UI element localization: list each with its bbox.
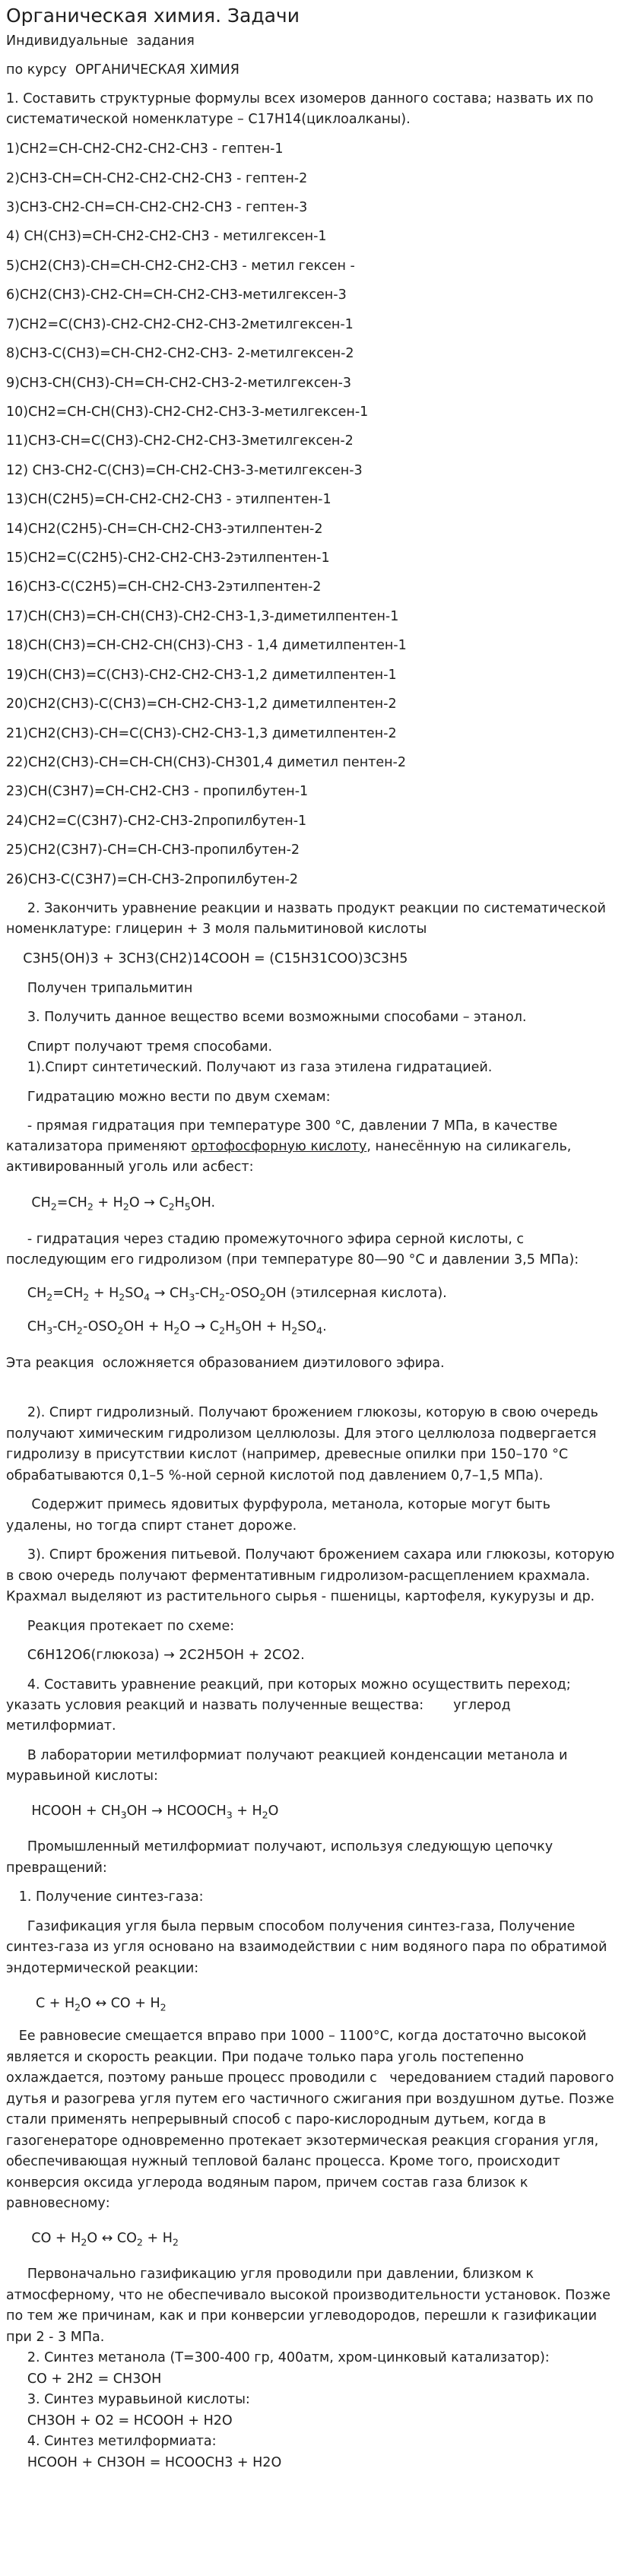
text-line: 5)CH2(CH3)-CH=CH-CH2-CH2-CH3 - метил гексен -: [6, 259, 355, 274]
formula-line: $C + H_2O$ ↔ CO + $H_2$: [6, 1996, 167, 2013]
text-line: 10)CH2=CH-CH(CH3)-CH2-CH2-CH3-3-метилгексен-1: [6, 404, 369, 420]
text-line: 4. Составить уравнение реакций, при которых можно осуществить переход;: [6, 1677, 571, 1692]
text-line: 13)CH(C2H5)=CH-CH2-CH2-CH3 - этилпентен-1: [6, 492, 332, 507]
text-span: катализатора применяют: [6, 1139, 192, 1154]
text-line: Индивидуальные задания: [6, 33, 195, 49]
text-line: Спирт получают тремя способами.: [6, 1039, 273, 1055]
text-line: C6H12O6(глюкоза) → 2C2H5OH + 2CO2.: [6, 1648, 305, 1663]
text-line: CH3OH + O2 = HCOOH + H2O: [6, 2413, 233, 2428]
formula-line: CO + $H_2O$ ↔ $CO_2 + H_2$: [6, 2231, 179, 2248]
text-line: 1)CH2=CH-CH2-CH2-CH2-CH3 - гептен-1: [6, 141, 284, 157]
text-line: 3). Спирт брожения питьевой. Получают брожением сахара или глюкозы, которую: [6, 1547, 615, 1562]
text-line: конверсия оксида углерода водяным паром, причем состав газа близок к: [6, 2175, 528, 2191]
text-line: 3)CH3-CH2-CH=CH-CH2-CH2-CH3 - гептен-3: [6, 200, 308, 215]
text-line: газогенераторе одновременно протекает экзотермическая реакция сгорания угля,: [6, 2133, 599, 2149]
text-line: эндотермической реакции:: [6, 1961, 199, 1976]
text-line: 23)CH(C3H7)=CH-CH2-CH3 - пропилбутен-1: [6, 784, 309, 799]
text-line: муравьиной кислоты:: [6, 1769, 158, 1784]
text-line: - прямая гидратация при температуре 300 °C, давлении 7 МПа, в качестве: [6, 1118, 558, 1134]
text-line: в свою очередь получают ферментативным гидролизом-расщеплением крахмала.: [6, 1569, 590, 1584]
text-line: 11)CH3-CH=C(CH3)-CH2-CH2-CH3-3метилгексен-2: [6, 433, 354, 449]
text-line: синтез-газа из угля основано на взаимодействии с ним водяного пара по обратимой: [6, 1940, 608, 1955]
text-line: 20)CH2(CH3)-C(CH3)=CH-CH2-CH3-1,2 диметилпентен-2: [6, 696, 397, 712]
text-line: 4. Синтез метилформиата:: [6, 2434, 217, 2449]
formula-line: $CH_3-CH_2-OSO_2OH + H_2O \to C_2H_5OH + H_2SO_4$.: [6, 1319, 327, 1337]
text-line: обеспечивающая нужный тепловой баланс процесса. Кроме того, происходит: [6, 2154, 560, 2169]
page-title: Органическая химия. Задачи: [6, 5, 300, 27]
text-line: 25)CH2(C3H7)-CH=CH-CH3-пропилбутен-2: [6, 842, 300, 858]
text-line: 17)CH(CH3)=CH-CH(CH3)-CH2-CH3-1,3-диметилпентен-1: [6, 609, 399, 624]
text-line: 18)CH(CH3)=CH-CH2-CH(CH3)-CH3 - 1,4 диметилпентен-1: [6, 638, 407, 653]
text-line: [6, 1138, 571, 1155]
text-line: Содержит примесь ядовитых фурфурола, метанола, которые могут быть: [6, 1497, 550, 1512]
text-line: В лаборатории метилформиат получают реакцией конденсации метанола и: [6, 1748, 568, 1763]
text-line: 2)CH3-CH=CH-CH2-CH2-CH2-CH3 - гептен-2: [6, 171, 308, 186]
text-line: указать условия реакций и назвать полученные вещества: углерод: [6, 1698, 511, 1713]
text-line: 3. Синтез муравьиной кислоты:: [6, 2392, 250, 2407]
text-line: Первоначально газификацию угля проводили при давлении, близком к: [6, 2267, 534, 2282]
text-line: 1. Составить структурные формулы всех изомеров данного состава; назвать их по: [6, 91, 594, 106]
text-line: удалены, но тогда спирт станет дороже.: [6, 1518, 297, 1534]
text-line: активированный уголь или асбест:: [6, 1160, 254, 1175]
text-line: 7)CH2=C(CH3)-CH2-CH2-CH2-CH3-2метилгексен-1: [6, 317, 354, 332]
text-line: Промышленный метилформиат получают, используя следующую цепочку: [6, 1839, 554, 1854]
text-line: C3H5(OH)3 + 3CH3(CH2)14COOH = (C15H31COO)3C3H5: [6, 951, 408, 966]
text-line: гидролизу в присутствии кислот (например, древесные опилки при 150–170 °С: [6, 1447, 569, 1462]
text-line: 6)CH2(CH3)-CH2-CH=CH-CH2-CH3-метилгексен-3: [6, 287, 347, 303]
text-line: 1).Спирт синтетический. Получают из газа этилена гидратацией.: [6, 1060, 493, 1075]
text-line: обрабатываются 0,1–5 %-ной серной кислотой под давлением 0,7–1,5 МПа).: [6, 1468, 544, 1483]
text-line: Гидратацию можно вести по двум схемам:: [6, 1090, 331, 1105]
text-line: 24)CH2=C(C3H7)-CH2-CH3-2пропилбутен-1: [6, 814, 307, 829]
text-span: , нанесённую на силикагель,: [366, 1139, 572, 1154]
text-line: 1. Получение синтез-газа:: [6, 1889, 204, 1905]
text-line: метилформиат.: [6, 1718, 116, 1734]
text-line: Получен трипальмитин: [6, 981, 193, 996]
text-line: 2). Спирт гидролизный. Получают брожением глюкозы, которую в свою очередь: [6, 1405, 598, 1420]
text-line: номенклатуре: глицерин + 3 моля пальмитиновой кислоты: [6, 922, 427, 937]
text-line: Ее равновесие смещается вправо при 1000 – 1100°С, когда достаточно высокой: [6, 2029, 587, 2044]
text-line: 22)CH2(CH3)-CH=CH-CH(CH3)-CH301,4 диметил пентен-2: [6, 755, 406, 770]
formula-line: $CH_2=CH_2 + H_2O \to C_2H_5OH$.: [6, 1195, 216, 1213]
formula-line: $CH_2=CH_2 + H_2SO_4 \to CH_3-CH_2-OSO_2OH$ (этилсерная кислота).: [6, 1286, 447, 1303]
text-line: при 2 - 3 МПа.: [6, 2330, 105, 2345]
text-line: 12) CH3-CH2-C(CH3)=CH-CH2-CH3-3-метилгексен-3: [6, 463, 363, 478]
text-line: 2. Закончить уравнение реакции и назвать продукт реакции по систематической: [6, 901, 606, 916]
text-line: 3. Получить данное вещество всеми возможными способами – этанол.: [6, 1010, 527, 1025]
text-line: Газификация угля была первым способом получения синтез-газа, Получение: [6, 1919, 576, 1934]
text-line: 2. Синтез метанола (T=300-400 гр, 400атм, хром-цинковый катализатор):: [6, 2350, 550, 2365]
text-line: Реакция протекает по схеме:: [6, 1619, 235, 1634]
hyperlink[interactable]: ортофосфорную кислоту: [191, 1139, 367, 1154]
text-line: стали применять непрерывный способ с паро-кислородным дутьем, когда в: [6, 2112, 547, 2127]
text-line: 26)CH3-C(C3H7)=CH-CH3-2пропилбутен-2: [6, 872, 299, 887]
text-line: превращений:: [6, 1861, 107, 1876]
text-line: HCOOH + CH3OH = HCOOCH3 + H2O: [6, 2455, 282, 2470]
text-line: Крахмал выделяют из растительного сырья - пшеницы, картофеля, кукурузы и др.: [6, 1589, 595, 1604]
text-line: атмосферному, что не обеспечивало высокой производительности установок. Позже: [6, 2288, 611, 2303]
text-line: 8)CH3-C(CH3)=CH-CH2-CH2-CH3- 2-метилгексен-2: [6, 346, 354, 361]
text-line: CO + 2H2 = CH3OH: [6, 2371, 162, 2387]
text-line: 4) CH(CH3)=CH-CH2-CH2-CH3 - метилгексен-1: [6, 229, 327, 244]
text-line: Эта реакция осложняется образованием диэтилового эфира.: [6, 1356, 445, 1371]
text-line: по курсу ОРГАНИЧЕСКАЯ ХИМИЯ: [6, 62, 240, 78]
text-line: последующим его гидролизом (при температуре 80—90 °С и давлении 3,5 МПа):: [6, 1252, 579, 1267]
formula-line: HCOOH + $CH_3OH$ → $HCOOCH_3 + H_2O$: [6, 1804, 279, 1821]
text-line: равновесному:: [6, 2196, 110, 2211]
text-line: - гидратация через стадию промежуточного эфира серной кислоты, с: [6, 1232, 524, 1247]
text-line: является и скорость реакции. При подаче только пара уголь постепенно: [6, 2050, 525, 2065]
text-line: 19)CH(CH3)=C(CH3)-CH2-CH2-CH3-1,2 диметилпентен-1: [6, 668, 397, 683]
text-line: систематической номенклатуре – С17Н14(циклоалканы).: [6, 112, 411, 127]
text-line: получают химическим гидролизом целлюлозы. Для этого целлюлоза подвергается: [6, 1426, 597, 1442]
text-line: 16)CH3-C(C2H5)=CH-CH2-CH3-2этилпентен-2: [6, 579, 322, 595]
text-line: 21)CH2(CH3)-CH=C(CH3)-CH2-CH3-1,3 диметилпентен-2: [6, 726, 397, 741]
text-line: 15)CH2=C(C2H5)-CH2-CH2-CH3-2этилпентен-1: [6, 550, 330, 566]
text-line: 9)CH3-CH(CH3)-CH=CH-CH2-CH3-2-метилгексен-3: [6, 376, 352, 391]
text-line: по тем же причинам, как и при конверсии углеводородов, перешли к газификации: [6, 2308, 597, 2324]
text-line: дутья и разогрева угля путем его частичного сжигания при воздушном дутье. Позже: [6, 2092, 614, 2107]
text-line: охлаждается, поэтому раньше процесс проводили с чередованием стадий парового: [6, 2070, 614, 2086]
text-line: 14)CH2(C2H5)-CH=CH-CH2-CH3-этилпентен-2: [6, 522, 323, 537]
